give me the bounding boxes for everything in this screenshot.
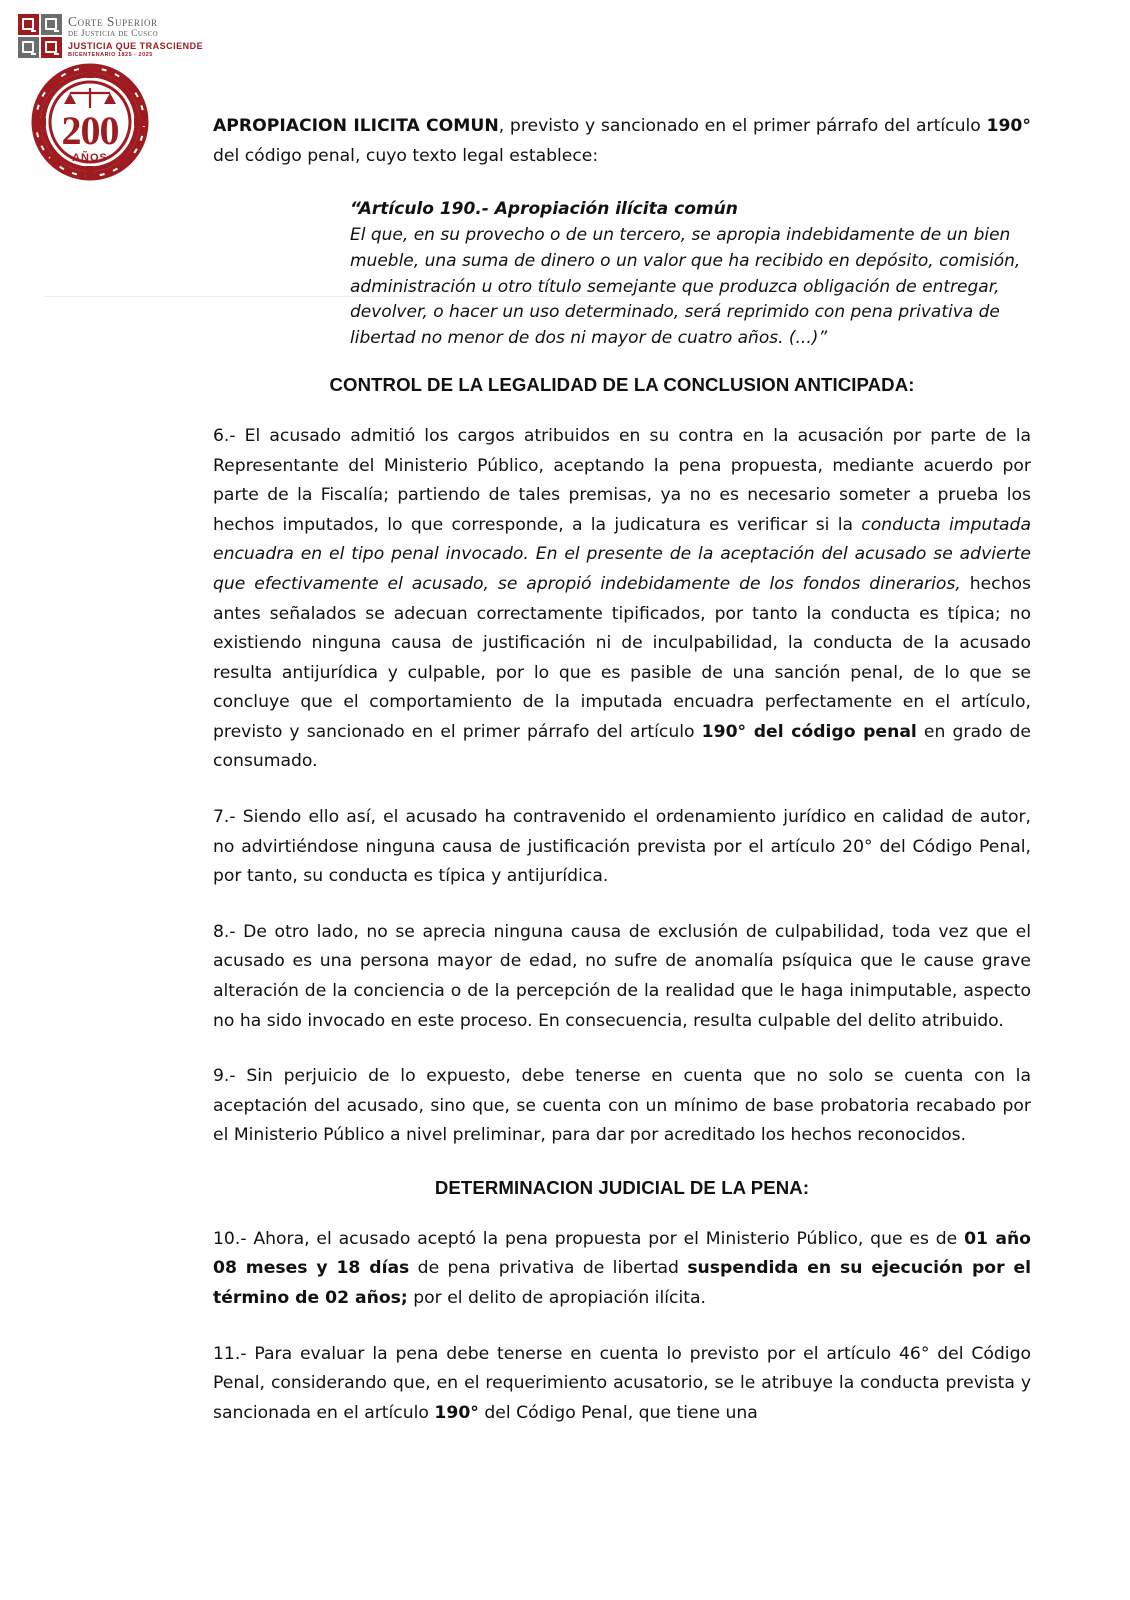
intro-text-after: del código penal, cuyo texto legal establece: — [213, 145, 599, 166]
p6-part-1: 6.- El acusado admitió los cargos atribuidos en su contra en la acusación por parte de la Representante del Ministerio Público, aceptando la pena propuesta, mediante acuerdo por parte de la Fiscalía; partiendo de tales premisas, ya no es necesario someter a prueba los hechos imputados, lo que corresponde, a la judicatura es verificar si la — [213, 426, 1031, 535]
p10-part-2: de pena privativa de libertad — [409, 1258, 688, 1279]
p6-part-2: hechos antes señalados se adecuan correctamente tipificados, por tanto la conducta es típica; no existiendo ninguna causa de justificación ni de inculpabilidad, la conducta de la acusado resulta antijurídica y culpable, por lo que es pasible de una sanción penal, de lo que se concluye que el comportamiento de la imputada encuadra perfectamente en el artículo, previsto y sancionado en el primer párrafo del artículo — [213, 574, 1031, 742]
svg-text:200: 200 — [61, 108, 119, 153]
letterhead-bicentenario: BICENTENARIO 1825 - 2025 — [68, 51, 153, 58]
p10-part-3: por el delito de apropiación ilícita. — [407, 1288, 706, 1308]
corte-superior-cusco-logo-icon — [18, 14, 62, 58]
p10-bold-suspension: suspendida en su ejecución por el término de 02 años; — [213, 1258, 1031, 1308]
article-number: 190° — [986, 116, 1031, 136]
legal-article-quote — [213, 197, 1031, 352]
letterhead-line-1: Corte Superior — [68, 14, 158, 29]
quote-title: “Artículo 190.- Apropiación ilícita común — [350, 199, 738, 220]
letterhead-wordmark — [68, 14, 203, 58]
p10-part-1: 10.- Ahora, el acusado aceptó la pena propuesta por el Ministerio Público, que es de — [213, 1228, 965, 1249]
document-body — [213, 112, 1031, 1428]
p6-part-3: en grado de consumado. — [213, 721, 1031, 772]
letterhead-slogan: JUSTICIA QUE TRASCIENDE — [68, 41, 204, 52]
p11-article-number: 190° — [434, 1402, 479, 1423]
paragraph-intro — [213, 112, 1031, 171]
heading-determinacion-pena: DETERMINACION JUDICIAL DE LA PENA: — [434, 1176, 810, 1198]
bicentenario-200-anos-emblem-icon — [30, 62, 150, 182]
p10-bold-sentence: 01 año 08 meses y 18 días — [213, 1228, 1031, 1279]
paragraph-9: 9.- Sin perjuicio de lo expuesto, debe tenerse en cuenta que no solo se cuenta con la aceptación del acusado, sino que, se cuenta con un mínimo de base probatoria recabado por el Ministerio Público a nivel preliminar, para dar por acreditado los hechos reconocidos. — [213, 1066, 1031, 1146]
paragraph-7: 7.- Siendo ello así, el acusado ha contravenido el ordenamiento jurídico en calidad de autor, no advirtiéndose ninguna causa de justificación prevista por el artículo 20° del Código Penal, por tanto, su conducta es típica y antijurídica. — [213, 807, 1031, 887]
paragraph-10 — [213, 1225, 1031, 1314]
intro-text-before: , previsto y sancionado en el primer párrafo del artículo — [498, 116, 987, 136]
p6-italic-1: conducta imputada encuadra en el tipo penal invocado. En el presente de la aceptación del acusado se advierte que efectivamente el acusado, se apropió indebidamente de los fondos dinerarios, — [213, 514, 1031, 595]
quote-body: El que, en su provecho o de un tercero, se apropia indebidamente de un bien mueble, una suma de dinero o un valor que ha recibido en depósito, comisión, administración u otro título semejante que produzca obligación de entregar, devolver, o hacer un uso determinado, será reprimido con pena privativa de libertad no menor de dos ni mayor de cuatro años. (...)” — [350, 224, 1021, 349]
svg-text:AÑOS: AÑOS — [72, 152, 108, 164]
letterhead-line-2: de Justicia de Cusco — [68, 29, 159, 40]
p11-part-2: del Código Penal, que tiene una — [478, 1402, 758, 1423]
letterhead-top — [18, 14, 218, 58]
heading-control-legalidad: CONTROL DE LA LEGALIDAD DE LA CONCLUSION ANTICIPADA: — [329, 374, 915, 396]
p11-part-1: 11.- Para evaluar la pena debe tenerse en cuenta lo previsto por el artículo 46° del Código Penal, considerando que, en el requerimiento acusatorio, se le atribuye la conducta prevista y sancionada en el artículo — [213, 1343, 1031, 1423]
crime-name: APROPIACION ILICITA COMUN — [213, 116, 499, 136]
paragraph-6 — [213, 422, 1031, 777]
paragraph-11 — [213, 1340, 1031, 1429]
paragraph-8: 8.- De otro lado, no se aprecia ninguna causa de exclusión de culpabilidad, toda vez que el acusado es una persona mayor de edad, no sufre de anomalía psíquica que le cause grave alteración de la conciencia o de la percepción de la realidad que le haga inimputable, aspecto no ha sido invocado en este proceso. En consecuencia, resulta culpable del delito atribuido. — [213, 921, 1031, 1031]
p6-bold-1: 190° del código penal — [701, 721, 917, 742]
